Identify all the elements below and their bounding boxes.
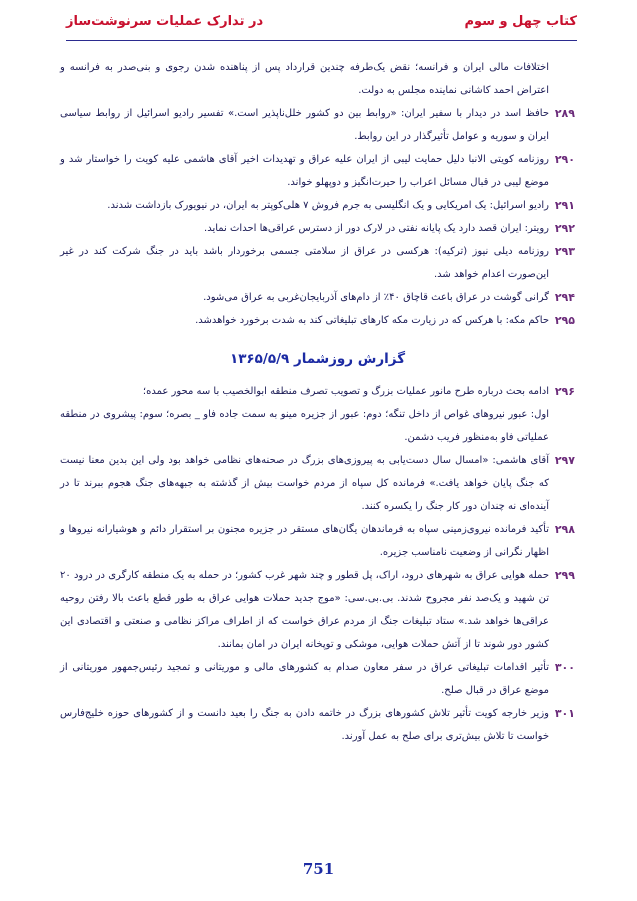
entry-number: ۲۹۹ — [554, 569, 575, 582]
entry-number: ۳۰۱ — [554, 707, 575, 720]
entry-text-continued: اول: عبور نیروهای غواص از داخل تنگه؛ دوم: عبور از جزیره مینو به سمت جاده فاو _ بصره؛ سوم: پیشروی در منطقه عملیاتی فاو به‌منظور فریب دشمن. — [60, 409, 549, 443]
entry-number: ۲۸۹ — [554, 107, 575, 120]
entry-body — [60, 309, 549, 332]
entry-number: ۲۹۲ — [554, 222, 575, 235]
entry-body — [60, 102, 549, 148]
entry-body — [60, 194, 549, 217]
entry-body — [60, 656, 549, 702]
header-divider — [66, 40, 577, 41]
entry-item — [60, 702, 575, 748]
entry-item — [60, 102, 575, 148]
entry-item — [60, 148, 575, 194]
entries-list-a — [60, 102, 575, 332]
entry-text: روزنامه کویتی الانبا دلیل حمایت لیبی از ایران علیه عراق و تهدیدات اخیر آقای هاشمی علیه کویت را خواستار شد و موضع لیبی در قبال مسائل اعراب را حیرت‌انگیز و دوپهلو خواند. — [60, 154, 549, 188]
entry-body — [60, 702, 549, 748]
entry-text: وزیر خارجه کویت تأثیر تلاش کشورهای بزرگ در خاتمه دادن به جنگ را بعید دانست و از کشورهای حوزه خلیج‌فارس خواست تا تلاش بیش‌تری برای صلح به عمل آورند. — [60, 708, 549, 742]
book-title: کتاب چهل و سوم — [464, 14, 577, 29]
page-number: 751 — [302, 860, 335, 878]
page-content — [60, 56, 575, 748]
entry-number: ۲۹۸ — [554, 523, 575, 536]
continued-paragraph: اختلافات مالی ایران و فرانسه؛ نقض یک‌طرفه چندین قرارداد پس از پناهنده شدن رجوی و بنی‌صدر به فرانسه و اعتراض احمد کاشانی نماینده مجلس به دولت. — [60, 62, 549, 96]
entry-item — [60, 286, 575, 309]
entry-number: ۲۹۴ — [554, 291, 575, 304]
entry-body — [60, 380, 549, 449]
entry-item — [60, 194, 575, 217]
entry-item — [60, 564, 575, 656]
entry-item — [60, 380, 575, 449]
entry-number: ۳۰۰ — [554, 661, 575, 674]
entry-item — [60, 656, 575, 702]
entry-body — [60, 449, 549, 518]
entry-text: تأکید فرمانده نیروی‌زمینی سپاه به فرماندهان یگان‌های مستقر در جزیره مجنون بر استقرار دائم و هوشیارانه نیروها و اظهار نگرانی از وضعیت نامناسب جزیره. — [60, 524, 549, 558]
entry-number: ۲۹۱ — [554, 199, 575, 212]
entry-body — [60, 240, 549, 286]
entry-text: آقای هاشمی: «امسال سال دست‌یابی به پیروزی‌های بزرگ در صحنه‌های نظامی خواهد بود ولی این بدین معنا نیست که جنگ پایان خواهد یافت.» فرمانده کل سپاه از مردم خواست بیش از گذشته به جبهه‌های جنگ هجوم ببرند تا در آینده‌ای نه چندان دور کار جنگ را یکسره کنند. — [60, 455, 549, 512]
entry-item — [60, 309, 575, 332]
entry-number: ۲۹۷ — [554, 454, 575, 467]
entry-text: حاکم مکه: با هرکس که در زیارت مکه کارهای تبلیغاتی کند به شدت برخورد خواهدشد. — [195, 315, 549, 326]
entry-number: ۲۹۵ — [554, 314, 575, 327]
entry-item — [60, 240, 575, 286]
entry-body — [60, 564, 549, 656]
entry-item — [60, 449, 575, 518]
entry-body — [60, 518, 549, 564]
entry-text: حمله هوایی عراق به شهرهای درود، اراک، پل قطور و چند شهر غرب کشور؛ در حمله به یک منطقه کارگری در درود ۲۰ تن شهید و یک‌صد نفر مجروح شدند. بی.بی.سی: «موج جدید حملات هوایی عراق به طور قطع باعث بالا رفتن روحیه عراقی‌ها خواهد شد.» ستاد تبلیغات جنگ از مردم عراق خواست که از اطراف مراکز نظامی و صنعتی و اقتصادی این کشور دور شوند تا از آتش حملات هوایی، موشکی و توپخانه ایران در امان بمانند. — [60, 570, 549, 650]
book-subtitle: در تدارک عملیات سرنوشت‌ساز — [66, 14, 264, 29]
entry-text: تأثیر اقدامات تبلیغاتی عراق در سفر معاون صدام به کشورهای مالی و موریتانی و تمجید رئیس‌جمهور موریتانی از موضع عراق در قبال صلح. — [60, 662, 549, 696]
entry-number: ۲۹۳ — [554, 245, 575, 258]
entry-text: گرانی گوشت در عراق باعث قاچاق ۴۰٪ از دام‌های آذربایجان‌غربی به عراق می‌شود. — [203, 292, 549, 303]
entry-text: حافظ اسد در دیدار با سفیر ایران: «روابط بین دو کشور خلل‌ناپذیر است.» تفسیر رادیو اسرائیل از روابط سیاسی ایران و سوریه و عوامل تأثیرگذار در این روابط. — [60, 108, 549, 142]
entry-number: ۲۹۰ — [554, 153, 575, 166]
entry-item — [60, 518, 575, 564]
entry-item — [60, 217, 575, 240]
entry-text: رادیو اسرائیل: یک امریکایی و یک انگلیسی به جرم فروش ۷ هلی‌کوپتر به ایران، در نیویورک بازداشت شدند. — [107, 200, 549, 211]
section-heading: گزارش روزشمار ۱۳۶۵/۵/۹ — [229, 351, 406, 367]
entry-text: ادامه بحث درباره طرح مانور عملیات بزرگ و تصویب تصرف منطقه ابوالخصیب با سه محور عمده؛ — [142, 386, 549, 397]
entry-body — [60, 217, 549, 240]
entry-text: رویتر: ایران قصد دارد یک پایانه نفتی در لارک دور از دسترس عراقی‌ها احداث نماید. — [204, 223, 549, 234]
entry-text: روزنامه دیلی نیوز (ترکیه): هرکسی در عراق از سلامتی جسمی برخوردار باشد باید در جنگ شرکت کند در غیر این‌صورت اعدام خواهد شد. — [60, 246, 549, 280]
entries-list-b — [60, 380, 575, 748]
entry-number: ۲۹۶ — [554, 385, 575, 398]
running-header — [66, 12, 577, 42]
entry-body — [60, 286, 549, 309]
entry-body — [60, 148, 549, 194]
